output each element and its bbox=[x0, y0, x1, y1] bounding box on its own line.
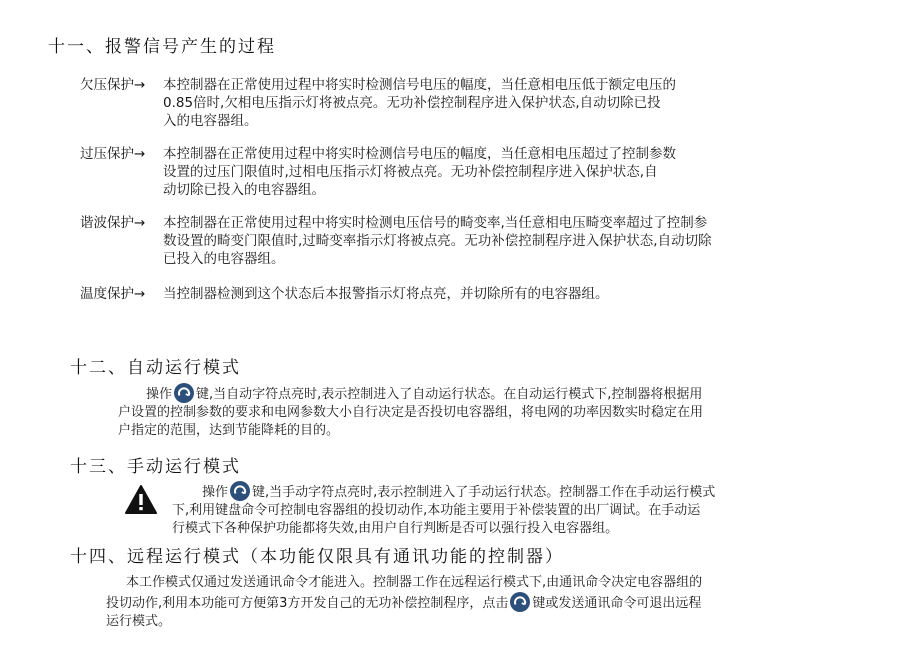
temperature-text: 当控制器检测到这个状态后本报警指示灯将点亮，并切除所有的电容器组。 bbox=[163, 286, 609, 302]
mode-key-icon bbox=[510, 592, 530, 612]
overvoltage-label: 过压保护→ bbox=[80, 146, 146, 162]
mode-key-icon bbox=[230, 481, 250, 501]
overvoltage-text: 本控制器在正常使用过程中将实时检测信号电压的幅度，当任意相电压超过了控制参数 设置的过压门限值时,过相电压指示灯将被点亮。无功补偿控制程序进入保护状态,自 动切除已投入的电容器组。 bbox=[163, 146, 676, 198]
section-11-title: 十一、报警信号产生的过程 bbox=[48, 37, 276, 57]
section-12-title: 十二、自动运行模式 bbox=[70, 358, 241, 378]
harmonic-text: 本控制器在正常使用过程中将实时检测电压信号的畸变率,当任意相电压畸变率超过了控制参 数设置的畸变门限值时,过畸变率指示灯将被点亮。无功补偿控制程序进入保护状态,自动切除 已投入的电容器组。 bbox=[163, 215, 712, 267]
warning-triangle-icon bbox=[124, 484, 158, 516]
temperature-label: 温度保护→ bbox=[80, 286, 146, 302]
undervoltage-text: 本控制器在正常使用过程中将实时检测信号电压的幅度，当任意相电压低于额定电压的 0.85倍时,欠相电压指示灯将被点亮。无功补偿控制程序进入保护状态,自动切除已投 入的电容器组。 bbox=[163, 77, 676, 129]
undervoltage-label: 欠压保护→ bbox=[80, 77, 146, 93]
section-13-title: 十三、手动运行模式 bbox=[70, 457, 241, 477]
section-14-title: 十四、远程运行模式（本功能仅限具有通讯功能的控制器） bbox=[70, 547, 564, 567]
section-14-text: 本工作模式仅通过发送通讯命令才能进入。控制器工作在远程运行模式下,由通讯命令决定电容器组的 投切动作,利用本功能可方便第3方开发自己的无功补偿控制程序，点击 键或发送通讯命令可退出远程 运行模式。 bbox=[106, 575, 703, 629]
section-13-text: 操作 键,当手动字符点亮时,表示控制进入了手动运行状态。控制器工作在手动运行模式 下,利用键盘命令可控制电容器组的投切动作,本功能主要用于补偿装置的出厂调试。在手动运 行模式下各种保护功能都将失效,由用户自行判断是否可以强行投入电容器组。 bbox=[172, 481, 715, 538]
harmonic-label: 谐波保护→ bbox=[80, 215, 146, 231]
section-12-text: 操作 键,当自动字符点亮时,表示控制进入了自动运行状态。在自动运行模式下,控制器将根据用 户设置的控制参数的要求和电网参数大小自行决定是否投切电容器组，将电网的功率因数实时稳定在用 户指定的范围，达到节能降耗的目的。 bbox=[118, 383, 703, 440]
mode-key-icon bbox=[174, 383, 194, 403]
